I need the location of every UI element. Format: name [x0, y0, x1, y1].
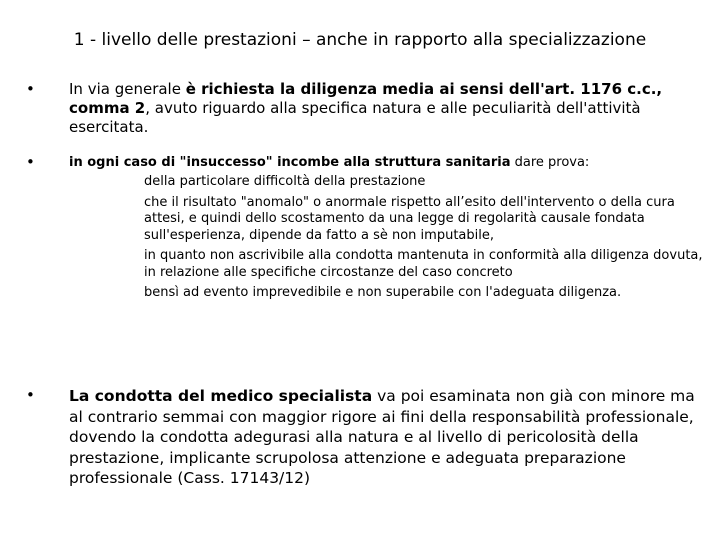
bullet-text-rest: va poi esaminata non già con minore ma al contrario semmai con maggior rigore ai fini della responsabilità professionale, dovendo la condotta adegurasi alla natura e al livello di pericolosità della prestazione, implicante scrupolosa attenzione e adeguata preparazione professionale (Cass. 17143/12) [69, 387, 695, 487]
sub-item-difficolta: della particolare difficoltà della prestazione [144, 174, 426, 189]
bullet-text [69, 80, 696, 137]
bullet-diligenza-media [26, 80, 696, 137]
bullet-dot: • [26, 80, 35, 98]
sub-item-risultato-anomalo: che il risultato "anomalo" o anormale rispetto all’esito dell'intervento o della cura attesi, e quindi dello scostamento da una legge di regolarità causale fondata sull'esperienza, dipende da fatto a sè non imputabile, [144, 194, 675, 243]
bullet-medico-specialista [26, 386, 696, 489]
bullet-dot: • [26, 386, 35, 404]
bullet-insuccesso [26, 153, 703, 306]
sub-item-evento-imprevedibile: bensì ad evento imprevedibile e non superabile con l'adeguata diligenza. [144, 285, 622, 300]
bullet-dot: • [26, 153, 35, 171]
bullet-text-bold: La condotta del medico specialista [69, 387, 373, 405]
sub-list [144, 174, 704, 302]
slide-title: 1 - livello delle prestazioni – anche in rapporto alla specializzazione [73, 30, 647, 50]
bullet-text [69, 386, 696, 489]
bullet-text [69, 153, 696, 172]
bullet-text-rest: dare prova: [510, 155, 590, 170]
bullet-text-bold: in ogni caso di "insuccesso" incombe alla struttura sanitaria [69, 155, 511, 170]
bullet-text-intro: In via generale [69, 80, 186, 98]
bullet-text-bold: è richiesta la diligenza media ai sensi dell'art. 1176 c.c., comma 2 [69, 80, 663, 117]
sub-item-condotta-conforme: in quanto non ascrivibile alla condotta mantenuta in conformità alla diligenza dovuta, in relazione alle specifiche circostanze del caso concreto [144, 248, 703, 280]
bullet-text-rest: , avuto riguardo alla specifica natura e alle peculiarità dell'attività esercitata. [69, 99, 641, 136]
